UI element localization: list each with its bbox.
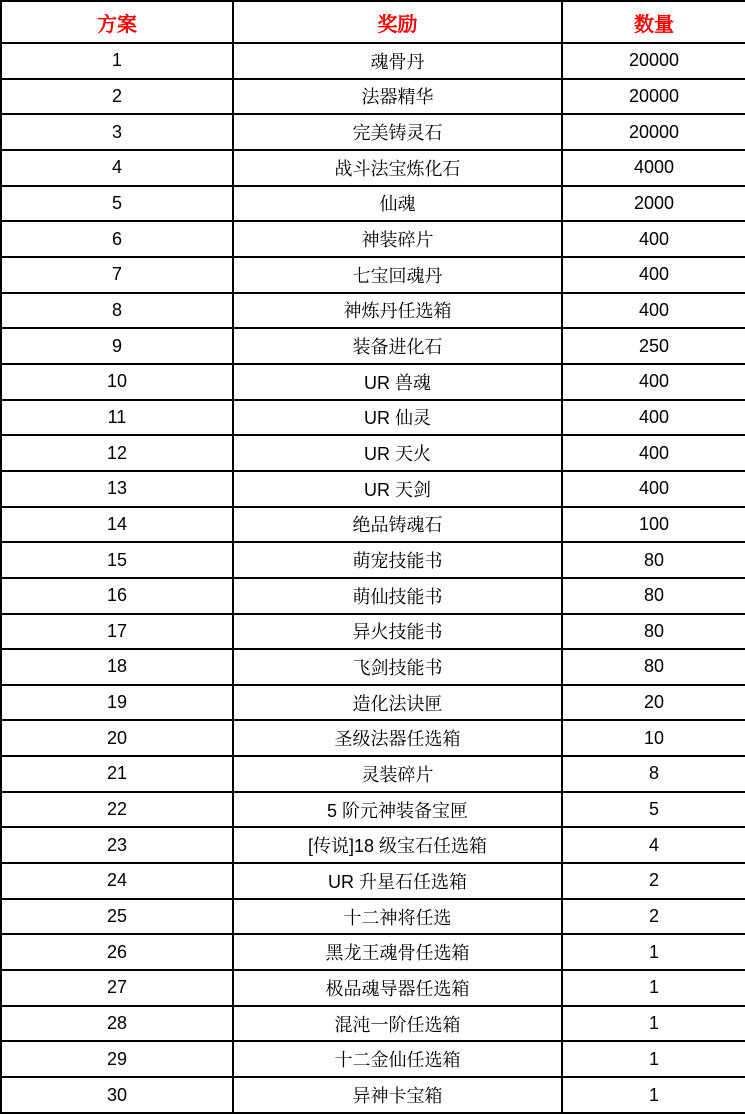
plan-cell: 16 (1, 578, 233, 614)
table-row (1, 435, 745, 471)
qty-cell: 400 (562, 293, 745, 329)
plan-cell: 7 (1, 257, 233, 293)
table-row (1, 150, 745, 186)
qty-cell: 400 (562, 400, 745, 436)
table-row (1, 328, 745, 364)
plan-cell: 1 (1, 43, 233, 79)
plan-cell: 3 (1, 114, 233, 150)
plan-cell: 27 (1, 970, 233, 1006)
reward-cell: 萌宠技能书 (233, 542, 562, 578)
plan-cell: 6 (1, 221, 233, 257)
qty-cell: 20000 (562, 114, 745, 150)
table-row (1, 293, 745, 329)
plan-cell: 14 (1, 507, 233, 543)
table-row (1, 685, 745, 721)
reward-cell: 黑龙王魂骨任选箱 (233, 934, 562, 970)
reward-cell: 十二神将任选 (233, 899, 562, 935)
plan-cell: 9 (1, 328, 233, 364)
header-row (1, 1, 745, 43)
qty-cell: 5 (562, 792, 745, 828)
qty-cell: 80 (562, 649, 745, 685)
table-row (1, 1041, 745, 1077)
reward-cell: 魂骨丹 (233, 43, 562, 79)
table-row (1, 79, 745, 115)
qty-cell: 8 (562, 756, 745, 792)
reward-cell: 装备进化石 (233, 328, 562, 364)
reward-cell: 神装碎片 (233, 221, 562, 257)
reward-cell: UR 仙灵 (233, 400, 562, 436)
reward-cell: 5 阶元神装备宝匣 (233, 792, 562, 828)
qty-cell: 2 (562, 863, 745, 899)
reward-cell: 圣级法器任选箱 (233, 720, 562, 756)
table-row (1, 1006, 745, 1042)
table-row (1, 863, 745, 899)
reward-cell: 萌仙技能书 (233, 578, 562, 614)
reward-cell: 绝品铸魂石 (233, 507, 562, 543)
reward-cell: 极品魂导器任选箱 (233, 970, 562, 1006)
plan-cell: 10 (1, 364, 233, 400)
qty-cell: 1 (562, 1077, 745, 1113)
qty-cell: 2 (562, 899, 745, 935)
table-row (1, 614, 745, 650)
qty-cell: 1 (562, 1041, 745, 1077)
reward-cell: 飞剑技能书 (233, 649, 562, 685)
plan-cell: 15 (1, 542, 233, 578)
table-row (1, 578, 745, 614)
table-row (1, 720, 745, 756)
qty-cell: 20000 (562, 79, 745, 115)
table-row (1, 792, 745, 828)
table-row (1, 827, 745, 863)
qty-cell: 400 (562, 221, 745, 257)
qty-cell: 400 (562, 435, 745, 471)
reward-table-header (1, 1, 745, 43)
reward-cell: 神炼丹任选箱 (233, 293, 562, 329)
table-row (1, 114, 745, 150)
qty-cell: 1 (562, 970, 745, 1006)
plan-cell: 19 (1, 685, 233, 721)
table-row (1, 934, 745, 970)
reward-cell: 法器精华 (233, 79, 562, 115)
reward-cell: UR 天剑 (233, 471, 562, 507)
qty-cell: 1 (562, 1006, 745, 1042)
plan-cell: 17 (1, 614, 233, 650)
table-row (1, 400, 745, 436)
table-row (1, 364, 745, 400)
table-row (1, 221, 745, 257)
table-row (1, 542, 745, 578)
plan-cell: 26 (1, 934, 233, 970)
table-row (1, 186, 745, 222)
plan-cell: 2 (1, 79, 233, 115)
reward-cell: 十二金仙任选箱 (233, 1041, 562, 1077)
reward-table-body (1, 43, 745, 1113)
plan-cell: 11 (1, 400, 233, 436)
qty-cell: 400 (562, 364, 745, 400)
plan-cell: 24 (1, 863, 233, 899)
reward-cell: 混沌一阶任选箱 (233, 1006, 562, 1042)
plan-cell: 5 (1, 186, 233, 222)
reward-cell: 战斗法宝炼化石 (233, 150, 562, 186)
reward-cell: 造化法诀匣 (233, 685, 562, 721)
qty-cell: 2000 (562, 186, 745, 222)
header-reward: 奖励 (233, 1, 562, 43)
reward-cell: [传说]18 级宝石任选箱 (233, 827, 562, 863)
qty-cell: 4 (562, 827, 745, 863)
reward-cell: 异神卡宝箱 (233, 1077, 562, 1113)
reward-cell: UR 升星石任选箱 (233, 863, 562, 899)
plan-cell: 23 (1, 827, 233, 863)
reward-cell: 完美铸灵石 (233, 114, 562, 150)
qty-cell: 4000 (562, 150, 745, 186)
table-row (1, 257, 745, 293)
qty-cell: 20 (562, 685, 745, 721)
reward-cell: 灵装碎片 (233, 756, 562, 792)
qty-cell: 1 (562, 934, 745, 970)
header-plan: 方案 (1, 1, 233, 43)
reward-cell: UR 天火 (233, 435, 562, 471)
table-row (1, 899, 745, 935)
qty-cell: 80 (562, 578, 745, 614)
reward-cell: 七宝回魂丹 (233, 257, 562, 293)
qty-cell: 10 (562, 720, 745, 756)
plan-cell: 22 (1, 792, 233, 828)
plan-cell: 4 (1, 150, 233, 186)
qty-cell: 20000 (562, 43, 745, 79)
plan-cell: 28 (1, 1006, 233, 1042)
plan-cell: 13 (1, 471, 233, 507)
plan-cell: 18 (1, 649, 233, 685)
qty-cell: 250 (562, 328, 745, 364)
qty-cell: 400 (562, 257, 745, 293)
header-qty: 数量 (562, 1, 745, 43)
reward-cell: 仙魂 (233, 186, 562, 222)
table-row (1, 1077, 745, 1113)
table-row (1, 507, 745, 543)
plan-cell: 30 (1, 1077, 233, 1113)
table-row (1, 43, 745, 79)
table-row (1, 471, 745, 507)
table-row (1, 756, 745, 792)
qty-cell: 100 (562, 507, 745, 543)
plan-cell: 12 (1, 435, 233, 471)
table-row (1, 970, 745, 1006)
plan-cell: 8 (1, 293, 233, 329)
qty-cell: 400 (562, 471, 745, 507)
plan-cell: 21 (1, 756, 233, 792)
plan-cell: 20 (1, 720, 233, 756)
plan-cell: 25 (1, 899, 233, 935)
plan-cell: 29 (1, 1041, 233, 1077)
reward-cell: UR 兽魂 (233, 364, 562, 400)
reward-cell: 异火技能书 (233, 614, 562, 650)
qty-cell: 80 (562, 614, 745, 650)
qty-cell: 80 (562, 542, 745, 578)
table-row (1, 649, 745, 685)
